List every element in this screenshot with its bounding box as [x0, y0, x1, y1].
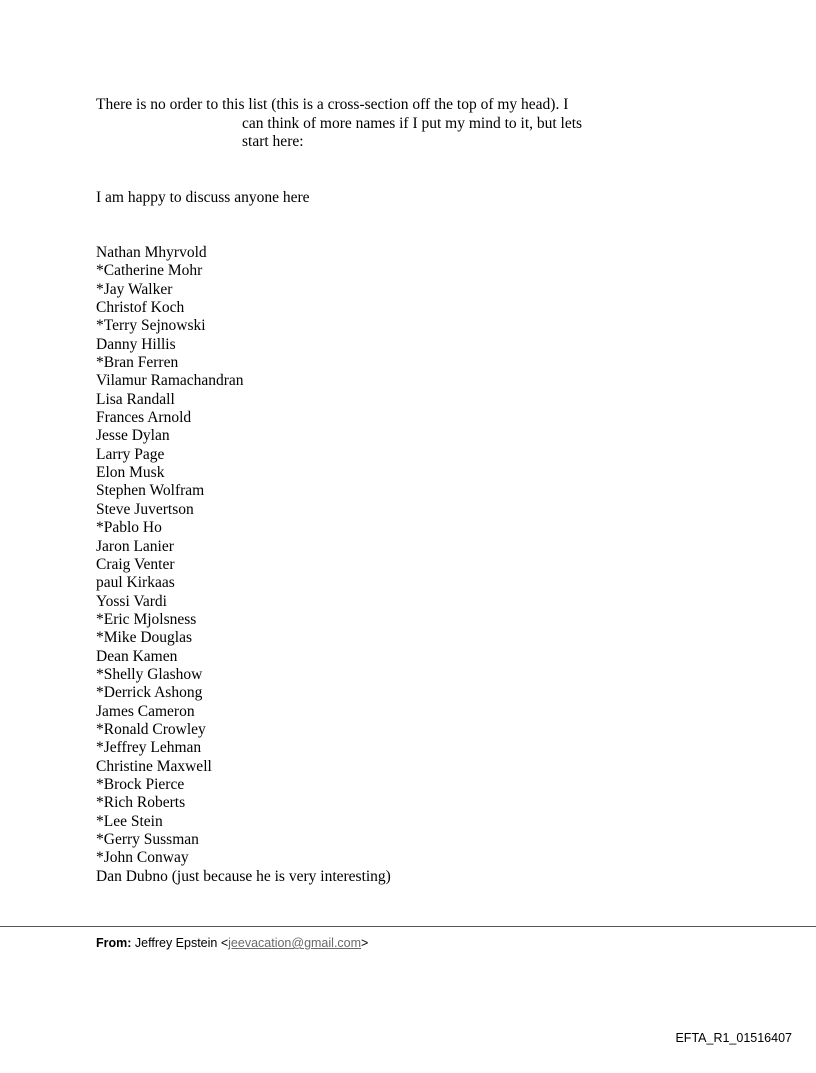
- list-item: *Gerry Sussman: [96, 831, 199, 848]
- intro-line-rest: can think of more names if I put my mind to it, but lets start here:: [242, 114, 583, 150]
- list-item: *Derrick Ashong: [96, 684, 203, 702]
- list-item: *Ronald Crowley: [96, 720, 206, 738]
- intro-line-1: There is no order to this list (this is a cross-section off the top of my head). I: [96, 96, 569, 113]
- list-item: *Eric Mjolsness: [96, 610, 197, 628]
- list-item: Larry Page: [96, 445, 165, 463]
- from-label: From:: [96, 936, 132, 950]
- list-item: Dan Dubno (just because he is very interesting): [96, 867, 391, 885]
- list-item: Stephen Wolfram: [96, 482, 205, 500]
- list-item: *Jeffrey Lehman: [96, 739, 202, 757]
- list-item: *Terry Sejnowski: [96, 317, 206, 335]
- intro-paragraph: [96, 96, 616, 152]
- list-item: Vilamur Ramachandran: [96, 372, 244, 390]
- from-email-link[interactable]: jeevacation@gmail.com: [228, 936, 362, 950]
- names-list: [96, 244, 391, 886]
- list-item: Dean Kamen: [96, 647, 178, 665]
- list-item: Christof Koch: [96, 299, 185, 317]
- list-item: *Rich Roberts: [96, 794, 186, 812]
- list-item: Craig Venter: [96, 555, 175, 573]
- list-item: *Bran Ferren: [96, 354, 179, 372]
- list-item: Jaron Lanier: [96, 537, 174, 555]
- list-item: *Mike Douglas: [96, 629, 193, 647]
- list-item: *Catherine Mohr: [96, 262, 203, 280]
- list-item: Danny Hillis: [96, 335, 176, 353]
- list-item: *John Conway: [96, 849, 189, 867]
- list-item: Jesse Dylan: [96, 427, 170, 445]
- list-item: Elon Musk: [96, 464, 165, 482]
- list-item: Christine Maxwell: [96, 757, 212, 775]
- from-sender-name: Jeffrey Epstein <: [134, 936, 229, 950]
- from-email-close: >: [361, 936, 369, 950]
- list-item: Frances Arnold: [96, 409, 192, 427]
- list-item: paul Kirkaas: [96, 574, 175, 592]
- from-header: [96, 935, 368, 951]
- list-item: Lisa Randall: [96, 390, 175, 408]
- list-item: *Jay Walker: [96, 280, 173, 298]
- list-item: James Cameron: [96, 702, 195, 720]
- list-item: Nathan Mhyrvold: [96, 244, 207, 261]
- list-item: *Shelly Glashow: [96, 665, 203, 683]
- list-item: *Lee Stein: [96, 812, 163, 830]
- list-item: *Brock Pierce: [96, 775, 185, 793]
- discuss-line: I am happy to discuss anyone here: [96, 189, 310, 206]
- list-item: Yossi Vardi: [96, 592, 167, 610]
- list-item: Steve Juvertson: [96, 500, 194, 518]
- document-id: EFTA_R1_01516407: [675, 1031, 792, 1045]
- email-divider: [0, 926, 816, 927]
- list-item: *Pablo Ho: [96, 519, 162, 537]
